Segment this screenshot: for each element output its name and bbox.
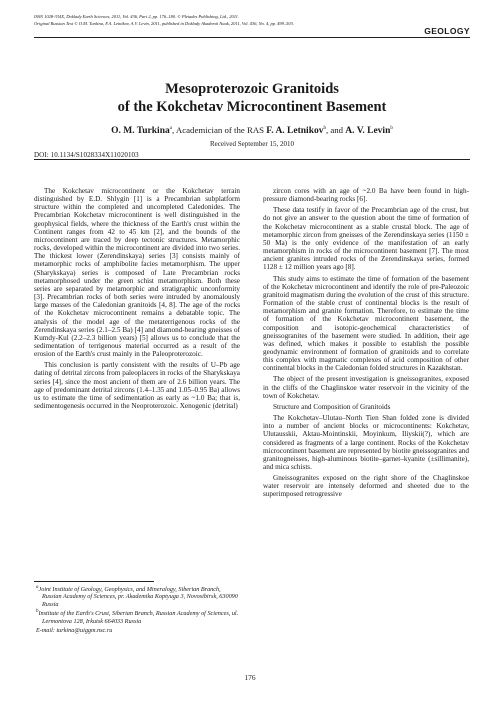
footnote-a-mark: a (36, 584, 39, 590)
title-line-2: of the Kokchetav Microcontinent Basement (117, 99, 387, 115)
body-paragraph: The Kokchetav microcontinent or the Kokchetav terrain distinguished by E.D. Shlygin [1] is a Precambrian subplatform structure within the completed and uncompleted Caledonides. The Precambrian Kokchetav microcontinent is well distinguished in the geophysical fields, where the thickness of the Earth's crust within the Continent ranges from 42 to 45 km [2], and the bounds of the microcontinent are traced by deep tectonic structures. Metamorphic rocks, developed within the microcontinent are divided into two series. The thickest lower (Zerendinskaya) series [3] consists mainly of metamorphic rocks of amphibolite facies metamorphism. The upper (Sharykskaya) series is composed of Late Precambrian rocks metamorphosed under the green schist metamorphism. Both these series are separated by metamorphic and stratigraphic unconformity [3]. Precambrian rocks of both series were intruded by anomalously large masses of the Caledonian granitoids [4, 8]. The age of the rocks of the Kokchetav microcontinent remains a debatable topic. The analysis of the model age of the metaterrigenous rocks of the Zerendinskaya series (2.1–2.5 Ba) [4] and diamond-bearing gneisses of Kumdy-Kul (2.2–2.3 billion years) [5] allows us to conclude that the sedimentation of terrigenous material occurred as a result of the erosion of the Earth's crust mainly in the Paleoproterozoic. (34, 187, 240, 359)
footnote-b-text: Institute of the Earth's Crust, Siberian Branch, Russian Academy of Sciences, ul. Lermontova 128, Irkutsk 664033 Russia (38, 610, 239, 625)
article-title (34, 80, 470, 116)
author-2-affiliation: b (323, 126, 326, 132)
doi-rule (34, 159, 470, 160)
body-paragraph: The Kokchetav–Ulutau–North Tien Shan folded zone is divided into a number of ancient blocks or microcontinents: Kokchetav, Ulutausskii, Aktau-Mointinskii, Moyinkum, Iliyskii(?), which are considered as fragments of a large continent. Rocks of the Kokchetav microcontinent basement are represented by biotite gneissogranites and granitogneisses, high-aluminous biotite–garnet–kyanite (±sillimanite), and mica schists. (263, 414, 469, 471)
footnote-b (34, 610, 240, 625)
received-date: Received September 15, 2010 (210, 140, 294, 148)
body-paragraph: These data testify in favor of the Precambrian age of the crust, but do not give an answer to the question about the time of formation of the Kokchetav microcontinent as a stable crustal block. The age of metamorphic zircon from gneisses of the Zerendinskaya series (1150 ± 50 Ma) is the only evidence of the manifestation of an early metamorphism in rocks of the microcontinent basement [7]. The most ancient granites intruded rocks of the Zerendinskaya series, formed 1128 ± 12 million years ago [8]. (263, 206, 469, 272)
author-2: F. A. Letnikov (266, 126, 324, 136)
footnote-rule (34, 581, 154, 582)
body-paragraph: This study aims to estimate the time of formation of the basement of the Kokchetav microcontinent and identify the role of pre-Paleozoic granitoid magmatism during the evolution of the crust of this structure. Formation of the stable crust of continental blocks is the result of metamorphism and granite formation. Therefore, to estimate the time of formation of the Kokchetav microcontinent basement, the composition and isotopic-geochemical characteristics of gneissogranites of the basement were studied. In addition, their age was defined, which makes it possible to establish the possible geodynamic environment of formation of granitoids and to correlate this complex with magmatic complexes of acid composition of other continental blocks in the Caledonian folded structures in Kazakhstan. (263, 274, 469, 373)
body-paragraph: The object of the present investigation is gneissogranites, exposed in the cliffs of the Chaglinskoe water reservoir in the vicinity of the town of Kokchetav. (263, 375, 469, 400)
journal-header-line-1: ISSN 1028-334X, Doklady Earth Sciences, 2011, Vol. 436, Part 2, pp. 176–180. © Pleiades Publishing, Ltd., 2011. (34, 14, 239, 19)
body-paragraph: Gneissogranites exposed on the right shore of the Chaglinskoe water reservoir are intensely deformed and sheeted due to the superimposed retrogressive (263, 474, 469, 499)
author-list (34, 125, 470, 137)
right-column (263, 187, 469, 649)
author-3-affiliation: b (390, 126, 393, 132)
footnote-a (34, 586, 240, 608)
header-rule (34, 37, 470, 38)
contact-email[interactable]: E-mail: turkina@uiggm.nsc.ru (36, 627, 113, 635)
author-3: A. V. Levin (345, 126, 391, 136)
affiliation-footnotes (34, 586, 240, 634)
title-line-1: Mesoproterozoic Granitoids (165, 81, 339, 97)
section-label: GEOLOGY (424, 26, 470, 36)
footnote-b-mark: b (36, 609, 39, 615)
journal-header-line-2: Original Russian Text © O.M. Turkina, F.A. Letnikov, A.V. Levin, 2011, published in Doklady Akademii Nauk, 2011, Vol. 436, No. 4, pp. 499–503. (34, 21, 295, 26)
author-1: O. M. Turkina (111, 126, 170, 136)
left-column (34, 187, 240, 579)
author-separator-1: , Academician of the RAS (171, 125, 267, 135)
body-paragraph: This conclusion is partly consistent with the results of U–Pb age dating of detrital zircons from paleoplacers in rocks of the Sharykskaya series [4], since the most ancient of them are of 2.6 billion years. The age of predominant detrital zircons (1.4–1.35 and 1.05–0.95 Ba) allows us to estimate the time of sedimentation as early as ~1.0 Ba; that is, sedimentogenesis occurred in the Neoproterozoic. Xenogenic (detrital) (34, 361, 240, 411)
page-number: 176 (244, 673, 256, 682)
doi-link[interactable]: DOI: 10.1134/S1028334X11020103 (34, 151, 139, 159)
footnote-a-text: Joint Institute of Geology, Geophysics, and Mineralogy, Siberian Branch, Russian Academy of Sciences, pr. Akademika Koptyuga 3, Novosibirsk, 630090 Russia (38, 586, 238, 608)
section-heading: Structure and Composition of Granitoids (273, 402, 391, 411)
author-1-affiliation: a (169, 126, 172, 132)
body-paragraph: zircon cores with an age of ~2.0 Ba have been found in high-pressure diamond-bearing rocks [6]. (263, 187, 469, 204)
author-separator-2: , and (325, 125, 346, 135)
